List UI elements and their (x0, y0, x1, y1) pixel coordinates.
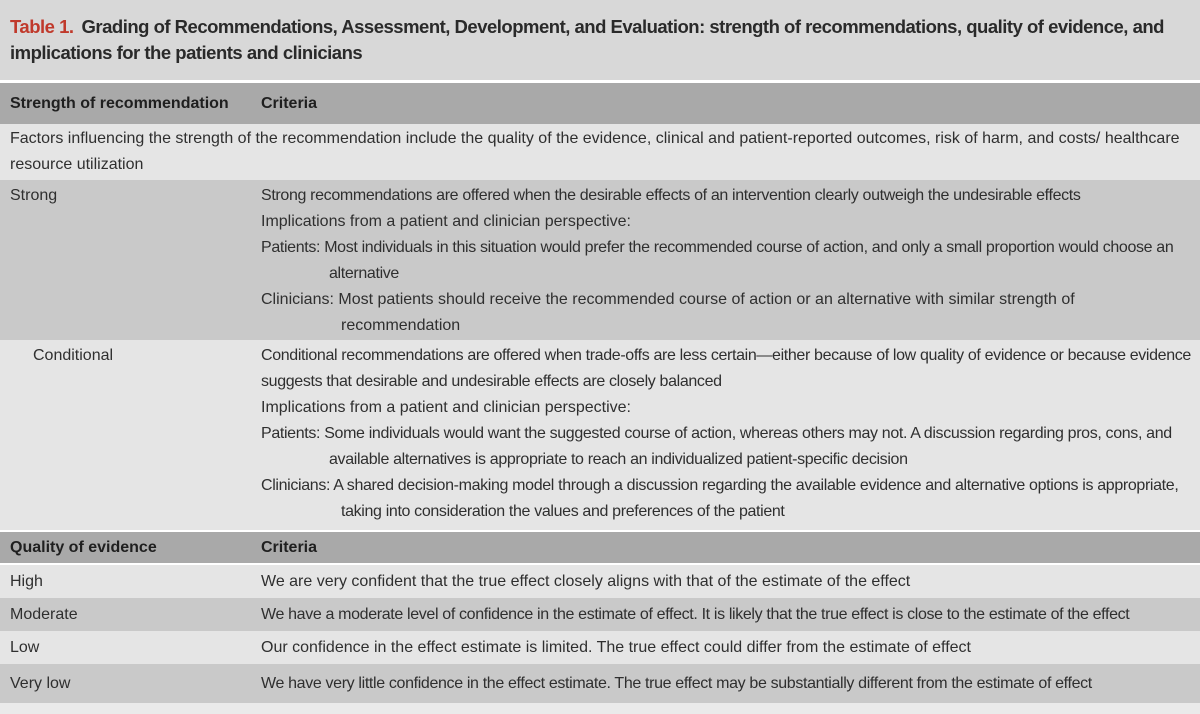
strong-row (0, 180, 1200, 340)
factors-row (0, 124, 1200, 180)
conditional-row (0, 340, 1200, 530)
quality-header-row (0, 532, 1200, 563)
quality-header-label: Quality of evidence (10, 538, 157, 556)
quality-criteria: We are very confident that the true effect closely aligns with that of the estimate of the effect (261, 572, 911, 590)
strong-clinicians: Clinicians: Most patients should receive the recommended course of action or an alternative with similar strength of recommendation (261, 291, 1075, 334)
criteria-header-label: Criteria (261, 94, 318, 112)
quality-row-low (0, 631, 1200, 664)
conditional-implications-heading: Implications from a patient and clinician perspective: (261, 399, 631, 416)
quality-label: High (10, 572, 43, 590)
conditional-label: Conditional (33, 347, 114, 364)
quality-criteria-header-label: Criteria (261, 538, 318, 556)
conditional-patients: Patients: Some individuals would want the suggested course of action, whereas others may not. A discussion regarding pros, cons, and available alternatives is appropriate to reach an individualized patient-specific decision (261, 425, 1172, 468)
strong-implications-heading: Implications from a patient and clinician perspective: (261, 213, 631, 230)
strong-definition: Strong recommendations are offered when the desirable effects of an intervention clearly outweigh the undesirable effects (261, 187, 1081, 204)
quality-criteria: Our confidence in the effect estimate is limited. The true effect could differ from the estimate of effect (261, 638, 971, 656)
table-title-text: Grading of Recommendations, Assessment, Development, and Evaluation: strength of recommendations, quality of evidence, and implications for the patients and clinicians (10, 16, 1164, 63)
quality-row-moderate (0, 598, 1200, 631)
quality-label: Very low (10, 674, 71, 692)
quality-row-very-low (0, 664, 1200, 703)
quality-criteria: We have a moderate level of confidence in the estimate of effect. It is likely that the true effect is close to the estimate of the effect (261, 605, 1130, 623)
quality-label: Low (10, 638, 40, 656)
conditional-clinicians: Clinicians: A shared decision-making model through a discussion regarding the available evidence and alternative options is appropriate, taking into consideration the values and preferences of the patient (261, 477, 1179, 520)
table-label: Table 1. (10, 16, 74, 37)
strength-header-label: Strength of recommendation (10, 94, 229, 112)
quality-row-high (0, 565, 1200, 598)
strong-label: Strong (10, 187, 58, 204)
quality-label: Moderate (10, 605, 78, 623)
quality-criteria: We have very little confidence in the effect estimate. The true effect may be substantially different from the estimate of effect (261, 674, 1092, 692)
factors-text: Factors influencing the strength of the recommendation include the quality of the evidence, clinical and patient-reported outcomes, risk of harm, and costs/ healthcare resource utilization (10, 130, 1180, 173)
strength-header-row (0, 83, 1200, 124)
strong-patients: Patients: Most individuals in this situation would prefer the recommended course of action, and only a small proportion would choose an alternative (261, 239, 1174, 282)
table-title (0, 0, 1200, 80)
conditional-definition: Conditional recommendations are offered when trade-offs are less certain—either because of low quality of evidence or because evidence suggests that desirable and undesirable effects are closely balanced (261, 347, 1191, 390)
